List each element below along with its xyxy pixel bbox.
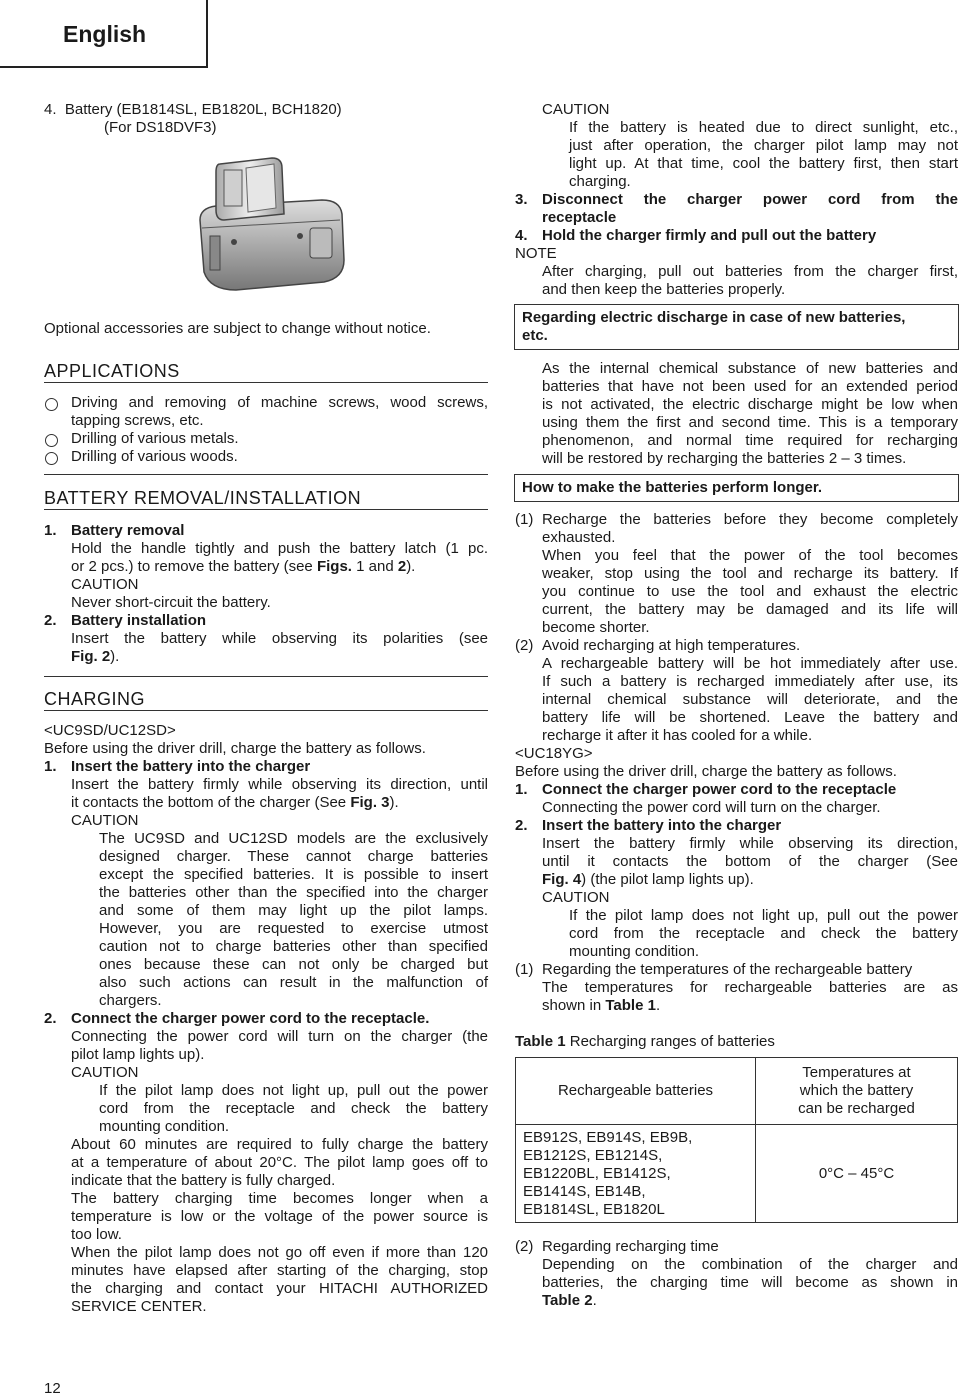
charging-time-text: temperature is low or the voltage of the power source is bbox=[71, 1208, 488, 1225]
electric-discharge-box bbox=[514, 304, 959, 350]
step-number: 1. bbox=[515, 781, 528, 798]
charger-model-label: <UC18YG> bbox=[515, 745, 593, 762]
language-tab bbox=[0, 0, 208, 68]
insert-text: Insert the battery firmly while observing its direction, until bbox=[71, 776, 488, 793]
box-title: How to make the batteries perform longer. bbox=[522, 479, 823, 496]
connect-text: Connecting the power cord will turn on the charger (the bbox=[71, 1028, 488, 1045]
installation-text-cont: Fig. 2). bbox=[71, 648, 120, 665]
caution-text: Never short-circuit the battery. bbox=[71, 594, 271, 611]
caution-text: except the specified batteries. It is possible to insert bbox=[99, 866, 488, 883]
charging-heading: CHARGING bbox=[44, 689, 146, 709]
caution-text: If the battery is heated due to direct sunlight, etc., bbox=[569, 119, 958, 136]
caution-text: chargers. bbox=[99, 992, 162, 1009]
recharging-time-text-cont: Table 2. bbox=[542, 1292, 597, 1309]
page-number: 12 bbox=[44, 1380, 61, 1397]
applications-heading: APPLICATIONS bbox=[44, 361, 180, 381]
caution-text: mounting condition. bbox=[99, 1118, 230, 1135]
charging-time-text: at a temperature of about 20°C. The pilot lamp goes off to bbox=[71, 1154, 488, 1171]
insert-text-cont: Fig. 4) (the pilot lamp lights up). bbox=[542, 871, 754, 888]
recharging-ranges-table bbox=[515, 1057, 958, 1223]
disconnect-title: Disconnect the charger power cord from the bbox=[542, 191, 958, 208]
removal-text-cont: or 2 pcs.) to remove the battery (see Figs. 1 and 2). bbox=[71, 558, 416, 575]
high-temp-tip: Avoid recharging at high temperatures. bbox=[542, 637, 801, 654]
disconnect-title-cont: receptacle bbox=[542, 209, 617, 226]
step-number: 3. bbox=[515, 191, 528, 208]
pull-out-title: Hold the charger firmly and pull out the battery bbox=[542, 227, 877, 244]
optional-accessories-note: Optional accessories are subject to change without notice. bbox=[44, 320, 431, 337]
charging-time-text: About 60 minutes are required to fully charge the battery bbox=[71, 1136, 488, 1153]
insert-battery-title: Insert the battery into the charger bbox=[542, 817, 782, 834]
service-text: When the pilot lamp does not go off even if more than 120 bbox=[71, 1244, 488, 1261]
service-text: SERVICE CENTER. bbox=[71, 1298, 207, 1315]
step-number: 1. bbox=[44, 758, 57, 775]
discharge-text: using them the first and second time. This is a temporary bbox=[542, 414, 958, 431]
recharging-time-text: Depending on the combination of the charger and bbox=[542, 1256, 958, 1273]
caution-label: CAUTION bbox=[71, 812, 139, 829]
caution-text: mounting condition. bbox=[569, 943, 700, 960]
connect-cord-title: Connect the charger power cord to the receptacle. bbox=[71, 1010, 430, 1027]
recharge-tip: exhausted. bbox=[542, 529, 616, 546]
battery-subtitle: (For DS18DVF3) bbox=[104, 119, 217, 136]
removal-rule bbox=[44, 509, 488, 510]
discharge-text: will be restored by recharging the batteries 2 – 3 times. bbox=[542, 450, 907, 467]
caution-text: cord from the receptacle and check the battery bbox=[569, 925, 958, 942]
item-number: (1) bbox=[515, 961, 534, 978]
service-text: minutes have elapsed after starting of the charging, stop bbox=[71, 1262, 488, 1279]
charging-intro: Before using the driver drill, charge the battery as follows. bbox=[44, 740, 426, 757]
recharge-tip: current, the battery may be damaged and its life will bbox=[542, 601, 958, 618]
caution-text: the batteries other than the specified into the charger bbox=[99, 884, 488, 901]
application-item: Drilling of various metals. bbox=[71, 430, 239, 447]
battery-installation-title: Battery installation bbox=[71, 612, 207, 629]
caution-text: If the pilot lamp does not light up, pull out the power bbox=[99, 1082, 488, 1099]
recharge-tip: weaker, stop using the tool and recharge its battery. If bbox=[542, 565, 958, 582]
charging-rule bbox=[44, 710, 488, 711]
removal-rule-top bbox=[44, 474, 488, 475]
caution-text: However, you are requested to exercise utmost bbox=[99, 920, 488, 937]
charger-model-label: <UC9SD/UC12SD> bbox=[44, 722, 176, 739]
circle-bullet-icon bbox=[45, 398, 58, 411]
caution-label: CAUTION bbox=[71, 1064, 139, 1081]
application-item: Driving and removing of machine screws, wood screws, bbox=[71, 394, 488, 411]
removal-heading: BATTERY REMOVAL/INSTALLATION bbox=[44, 488, 362, 508]
recharge-tip: Recharge the batteries before they become completely bbox=[542, 511, 958, 528]
discharge-text: is not activated, the electric discharge might be low when bbox=[542, 396, 958, 413]
charging-time-text: The battery charging time becomes longer when a bbox=[71, 1190, 488, 1207]
table-header-row bbox=[516, 1058, 958, 1125]
note-text: and then keep the batteries properly. bbox=[542, 281, 786, 298]
caution-label: CAUTION bbox=[542, 101, 610, 118]
insert-text: Insert the battery firmly while observing its direction, bbox=[542, 835, 958, 852]
installation-text: Insert the battery while observing its polarities (see bbox=[71, 630, 488, 647]
caution-text: If the pilot lamp does not light up, pull out the power bbox=[569, 907, 958, 924]
high-temp-tip: battery life will be shortened. Leave the battery and bbox=[542, 709, 958, 726]
step-number: 2. bbox=[44, 612, 57, 629]
note-label: NOTE bbox=[515, 245, 557, 262]
battery-illustration bbox=[190, 150, 350, 310]
item-number: (2) bbox=[515, 637, 534, 654]
charging-intro: Before using the driver drill, charge the battery as follows. bbox=[515, 763, 897, 780]
box-title-cont: etc. bbox=[522, 327, 548, 344]
connect-cord-title: Connect the charger power cord to the receptacle bbox=[542, 781, 897, 798]
caution-text: caution not to charge batteries other than specified bbox=[99, 938, 488, 955]
removal-text: Hold the handle tightly and push the battery latch (1 pc. bbox=[71, 540, 488, 557]
insert-text: until it contacts the bottom of the charger (See bbox=[542, 853, 958, 870]
language-label: English bbox=[63, 21, 147, 47]
caution-text: also such actions can result in the malfunction of bbox=[99, 974, 488, 991]
caution-text: and some of them may light up the pilot lamps. bbox=[99, 902, 488, 919]
caution-label: CAUTION bbox=[71, 576, 139, 593]
temperature-text: The temperatures for rechargeable batteries are as bbox=[542, 979, 958, 996]
temperature-text-cont: shown in Table 1. bbox=[542, 997, 661, 1014]
battery-removal-title: Battery removal bbox=[71, 522, 185, 539]
insert-text-cont: it contacts the bottom of the charger (See Fig. 3). bbox=[71, 794, 399, 811]
temperature-text: Regarding the temperatures of the rechargeable battery bbox=[542, 961, 913, 978]
caution-text: charging. bbox=[569, 173, 631, 190]
connect-text: pilot lamp lights up). bbox=[71, 1046, 205, 1063]
discharge-text: phenomenon, and normal time required for recharging bbox=[542, 432, 958, 449]
caution-label: CAUTION bbox=[542, 889, 610, 906]
service-text: the charging and contact your HITACHI AUTHORIZED bbox=[71, 1280, 488, 1297]
step-number: 2. bbox=[44, 1010, 57, 1027]
charging-rule-top bbox=[44, 676, 488, 677]
battery-models-cell: EB912S, EB914S, EB9B, EB1212S, EB1214S, EB1220BL, EB1412S, EB1414S, EB14B, EB1814SL, EB1820L bbox=[516, 1125, 756, 1223]
note-text: After charging, pull out batteries from the charger first, bbox=[542, 263, 958, 280]
connect-text: Connecting the power cord will turn on the charger. bbox=[542, 799, 881, 816]
charging-time-text: indicate that the battery is fully charged. bbox=[71, 1172, 336, 1189]
caution-text: The UC9SD and UC12SD models are the exclusively bbox=[99, 830, 488, 847]
high-temp-tip: recharge it after it has cooled for a while. bbox=[542, 727, 813, 744]
step-number: 4. bbox=[515, 227, 528, 244]
application-item-cont: tapping screws, etc. bbox=[71, 412, 204, 429]
box-title: Regarding electric discharge in case of new batteries, bbox=[522, 309, 906, 326]
step-number: 1. bbox=[44, 522, 57, 539]
caution-text: just after operation, the charger pilot lamp may not bbox=[569, 137, 958, 154]
recharging-time-text: Regarding recharging time bbox=[542, 1238, 719, 1255]
battery-life-box bbox=[514, 474, 959, 502]
discharge-text: batteries that have not been used for an extended period bbox=[542, 378, 958, 395]
table-header-cell: Rechargeable batteries bbox=[516, 1058, 756, 1125]
table-row bbox=[516, 1125, 958, 1223]
step-number: 2. bbox=[515, 817, 528, 834]
application-item: Drilling of various woods. bbox=[71, 448, 238, 465]
caution-text: ones because these can not only be charged but bbox=[99, 956, 488, 973]
applications-rule bbox=[44, 382, 488, 383]
recharge-tip: When you feel that the power of the tool becomes bbox=[542, 547, 958, 564]
table-caption: Table 1 Recharging ranges of batteries bbox=[515, 1033, 775, 1050]
recharge-tip: become shorter. bbox=[542, 619, 650, 636]
item-number: (1) bbox=[515, 511, 534, 528]
caution-text: light up. At that time, cool the battery first, then start bbox=[569, 155, 958, 172]
table-header-cell: Temperatures at which the battery can be recharged bbox=[756, 1058, 958, 1125]
discharge-text: As the internal chemical substance of new batteries and bbox=[542, 360, 958, 377]
high-temp-tip: If such a battery is recharged immediately after use, its bbox=[542, 673, 958, 690]
insert-battery-title: Insert the battery into the charger bbox=[71, 758, 311, 775]
temperature-range-cell: 0°C – 45°C bbox=[756, 1125, 958, 1223]
recharging-time-text: batteries, the charging time will become as shown in bbox=[542, 1274, 958, 1291]
battery-title: 4. Battery (EB1814SL, EB1820L, BCH1820) bbox=[44, 101, 342, 118]
caution-text: cord from the receptacle and check the battery bbox=[99, 1100, 488, 1117]
caution-text: designed charger. These cannot charge batteries bbox=[99, 848, 488, 865]
charging-time-text: too low. bbox=[71, 1226, 122, 1243]
circle-bullet-icon bbox=[45, 434, 58, 447]
circle-bullet-icon bbox=[45, 452, 58, 465]
recharge-tip: you continue to use the tool and exhaust the electric bbox=[542, 583, 958, 600]
high-temp-tip: A rechargeable battery will be hot immediately after use. bbox=[542, 655, 958, 672]
item-number: (2) bbox=[515, 1238, 534, 1255]
high-temp-tip: internal chemical substance will deteriorate, and the bbox=[542, 691, 958, 708]
